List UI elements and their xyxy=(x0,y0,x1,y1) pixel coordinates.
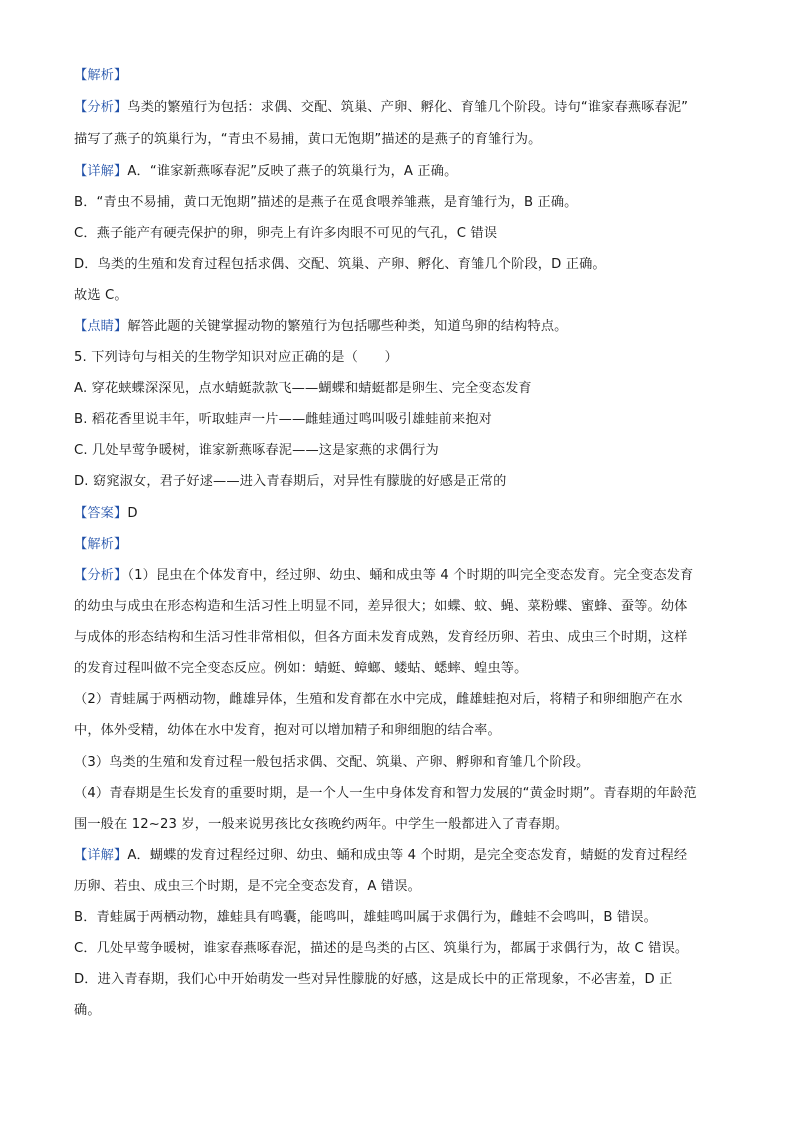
line-text: D. 窈窕淑女，君子好逑——进入青春期后，对异性有朦胧的好感是正常的 xyxy=(74,474,507,489)
line-text: B．青蛙属于两栖动物，雄蛙具有鸣囊，能鸣叫，雄蛙鸣叫属于求偶行为，雌蛙不会鸣叫，B 错误。 xyxy=(74,910,657,925)
section-tag: 【解析】 xyxy=(74,68,128,83)
line-text: 围一般在 12~23 岁，一般来说男孩比女孩晚约两年。中学生一般都进入了青春期。 xyxy=(74,817,569,832)
line-text: （2）青蛙属于两栖动物，雌雄异体，生殖和发育都在水中完成，雌雄蛙抱对后，将精子和卵细胞产在水 xyxy=(74,692,683,707)
line-text: （4）青春期是生长发育的重要时期，是一个人一生中身体发育和智力发展的“黄金时期”。青春期的年龄范 xyxy=(74,786,697,801)
text-line xyxy=(74,939,724,959)
line-text: 5. 下列诗句与相关的生物学知识对应正确的是（ ） xyxy=(74,350,398,365)
section-tag: 【点睛】 xyxy=(74,319,128,334)
answer-line xyxy=(74,504,724,524)
option-d xyxy=(74,472,724,492)
text-line xyxy=(74,659,724,679)
line-text: C. 几处早莺争暖树，谁家新燕啄春泥——这是家燕的求偶行为 xyxy=(74,443,439,458)
line-text: （1）昆虫在个体发育中，经过卵、幼虫、蛹和成虫等 4 个时期的叫完全变态发育。完全变态发育 xyxy=(127,568,694,583)
text-line xyxy=(74,846,724,866)
line-text: 历卵、若虫、成虫三个时期，是不完全变态发育，A 错误。 xyxy=(74,879,421,894)
section-tag: 【分析】 xyxy=(74,568,128,583)
text-line xyxy=(74,784,724,804)
text-line xyxy=(74,628,724,648)
line-text: 与成体的形态结构和生活习性非常相似，但各方面未发育成熟，发育经历卵、若虫、成虫三个时期，这样 xyxy=(74,630,688,645)
line-text: C．燕子能产有硬壳保护的卵，卵壳上有许多肉眼不可见的气孔，C 错误 xyxy=(74,226,498,241)
text-line xyxy=(74,98,724,118)
line-text: 确。 xyxy=(74,1003,101,1018)
text-line xyxy=(74,286,724,306)
section-tag: 【分析】 xyxy=(74,100,128,115)
text-line xyxy=(74,224,724,244)
line-text: 描写了燕子的筑巢行为，“青虫不易捕，黄口无饱期”描述的是燕子的育雏行为。 xyxy=(74,132,542,147)
line-text: A．蝴蝶的发育过程经过卵、幼虫、蛹和成虫等 4 个时期，是完全变态发育，蜻蜓的发育过程经 xyxy=(127,848,688,863)
question-stem xyxy=(74,348,724,368)
text-line xyxy=(74,535,724,555)
text-line xyxy=(74,193,724,213)
text-line xyxy=(74,317,724,337)
line-text: （3）鸟类的生殖和发育过程一般包括求偶、交配、筑巢、产卵、孵卵和育雏几个阶段。 xyxy=(74,755,590,770)
text-line xyxy=(74,721,724,741)
option-c xyxy=(74,441,724,461)
text-line xyxy=(74,908,724,928)
line-text: B．“青虫不易捕，黄口无饱期”描述的是燕子在觅食喂养雏燕，是育雏行为，B 正确。 xyxy=(74,195,578,210)
text-line xyxy=(74,597,724,617)
line-text: 鸟类的繁殖行为包括：求偶、交配、筑巢、产卵、孵化、育雏几个阶段。诗句“谁家春燕啄春泥” xyxy=(127,100,689,115)
text-line xyxy=(74,970,724,990)
text-line xyxy=(74,753,724,773)
line-text: B. 稻花香里说丰年，听取蛙声一片——雌蛙通过鸣叫吸引雄蛙前来抱对 xyxy=(74,412,493,427)
line-text: 的幼虫与成虫在形态构造和生活习性上明显不同，差异很大；如蝶、蚊、蝇、菜粉蝶、蜜蜂、蚕等。幼体 xyxy=(74,599,688,614)
line-text: D．鸟类的生殖和发育过程包括求偶、交配、筑巢、产卵、孵化、育雏几个阶段，D 正确。 xyxy=(74,257,606,272)
line-text: A．“谁家新燕啄春泥”反映了燕子的筑巢行为，A 正确。 xyxy=(127,164,458,179)
section-tag: 【解析】 xyxy=(74,537,128,552)
text-line xyxy=(74,255,724,275)
line-text: 的发育过程叫做不完全变态反应。例如：蜻蜓、蟑螂、蝼蛄、蟋蟀、蝗虫等。 xyxy=(74,661,528,676)
line-text: C．几处早莺争暖树，谁家春燕啄春泥，描述的是鸟类的占区、筑巢行为，都属于求偶行为，故 C 错误。 xyxy=(74,941,689,956)
line-text: D．进入青春期，我们心中开始萌发一些对异性朦胧的好感，这是成长中的正常现象，不必害羞，D 正 xyxy=(74,972,673,987)
text-line xyxy=(74,566,724,586)
text-line xyxy=(74,130,724,150)
section-tag: 【详解】 xyxy=(74,848,128,863)
text-line xyxy=(74,1001,724,1021)
section-tag: 【详解】 xyxy=(74,164,128,179)
option-b xyxy=(74,410,724,430)
line-text: A. 穿花蛱蝶深深见，点水蜻蜓款款飞——蝴蝶和蜻蜓都是卵生、完全变态发育 xyxy=(74,381,532,396)
line-text: 故选 C。 xyxy=(74,288,128,303)
text-line xyxy=(74,877,724,897)
text-line xyxy=(74,815,724,835)
text-line xyxy=(74,162,724,182)
line-text: D xyxy=(127,506,138,521)
text-line xyxy=(74,66,724,86)
line-text: 中，体外受精，幼体在水中发育，抱对可以增加精子和卵细胞的结合率。 xyxy=(74,723,501,738)
text-line xyxy=(74,690,724,710)
section-tag: 【答案】 xyxy=(74,506,128,521)
line-text: 解答此题的关键掌握动物的繁殖行为包括哪些种类，知道鸟卵的结构特点。 xyxy=(127,319,568,334)
option-a xyxy=(74,379,724,399)
